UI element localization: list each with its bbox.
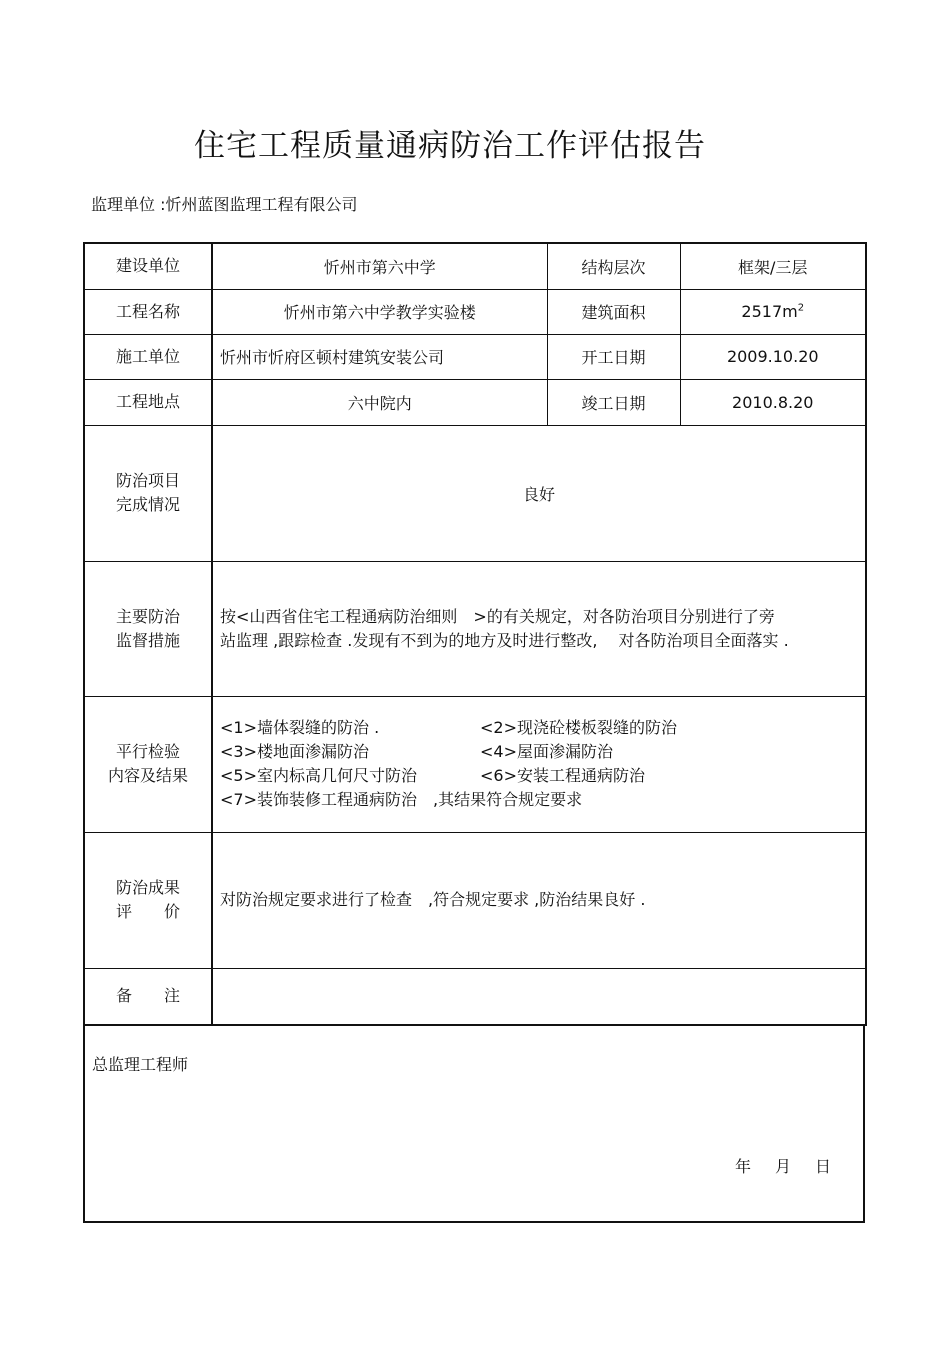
- evaluation-label-line-2: 评 价: [115, 902, 180, 921]
- year-label: 年: [735, 1157, 752, 1176]
- parallel-item-7: <7>装饰装修工程通病防治 ,其结果符合规定要求: [220, 790, 583, 809]
- parallel-item-3: <3>楼地面渗漏防治: [220, 742, 369, 761]
- construction-unit-value: 忻州市第六中学: [212, 243, 547, 289]
- remarks-value: [212, 968, 866, 1025]
- list-item: [220, 764, 861, 788]
- chief-engineer-label: 总监理工程师: [92, 1055, 189, 1074]
- area-number: 2517m: [741, 302, 798, 321]
- start-date-label: 开工日期: [547, 334, 680, 379]
- location-value: 六中院内: [212, 379, 547, 425]
- measures-label: [84, 561, 212, 696]
- measures-line-1: 按<山西省住宅工程通病防治细则 >的有关规定，对各防治项目分别进行了旁: [220, 606, 775, 626]
- date-line: [735, 1154, 831, 1177]
- completion-label-line-1: 防治项目: [115, 471, 180, 490]
- parallel-label-line-2: 内容及结果: [107, 766, 188, 785]
- remarks-label: 备 注: [84, 968, 212, 1025]
- parallel-item-4: <4>屋面渗漏防治: [480, 742, 613, 761]
- table-row: [84, 289, 866, 334]
- location-label: 工程地点: [84, 379, 212, 425]
- parallel-item-2: <2>现浇砼楼板裂缝的防治: [480, 718, 677, 737]
- evaluation-label: [84, 832, 212, 968]
- supervisor-unit: 监理单位 :忻州蓝图监理工程有限公司: [91, 195, 358, 214]
- list-item: [220, 740, 861, 764]
- evaluation-value: 对防治规定要求进行了检查 ,符合规定要求 ,防治结果良好 .: [212, 832, 866, 968]
- area-unit-superscript: 2: [797, 302, 805, 314]
- report-table: [83, 242, 867, 1026]
- table-row: [84, 832, 866, 968]
- table-row: [84, 334, 866, 379]
- parallel-item-1: <1>墙体裂缝的防治 .: [220, 718, 380, 737]
- parallel-item-6: <6>安装工程通病防治: [480, 766, 645, 785]
- structure-label: 结构层次: [547, 243, 680, 289]
- area-label: 建筑面积: [547, 289, 680, 334]
- report-title: 住宅工程质量通病防治工作评估报告: [194, 128, 706, 164]
- measures-label-line-1: 主要防治: [115, 606, 180, 626]
- parallel-item-5: <5>室内标高几何尺寸防治: [220, 766, 417, 785]
- month-label: 月: [775, 1157, 792, 1176]
- table-row: [84, 425, 866, 561]
- table-row: [84, 379, 866, 425]
- table-row: [84, 696, 866, 832]
- finish-date-value: 2010.8.20: [680, 379, 866, 425]
- completion-label: [84, 425, 212, 561]
- measures-line-2: 站监理 ,跟踪检查 .发现有不到为的地方及时进行整改, 对各防治项目全面落实 .: [220, 630, 789, 650]
- parallel-label-line-1: 平行检验: [115, 742, 180, 761]
- measures-label-line-2: 监督措施: [115, 630, 180, 650]
- builder-value: 忻州市忻府区顿村建筑安装公司: [212, 334, 547, 379]
- list-item: [220, 788, 861, 812]
- table-row: [84, 561, 866, 696]
- measures-text: [212, 561, 866, 696]
- parallel-text: [212, 696, 866, 832]
- area-value: [680, 289, 866, 334]
- table-row: [84, 968, 866, 1025]
- project-name-value: 忻州市第六中学教学实验楼: [212, 289, 547, 334]
- list-item: [220, 716, 861, 740]
- day-label: 日: [815, 1157, 832, 1176]
- builder-label: 施工单位: [84, 334, 212, 379]
- parallel-label: [84, 696, 212, 832]
- signature-block: [83, 1024, 865, 1223]
- structure-value: 框架/三层: [680, 243, 866, 289]
- completion-value: 良好: [212, 425, 866, 561]
- project-name-label: 工程名称: [84, 289, 212, 334]
- completion-label-line-2: 完成情况: [115, 495, 180, 514]
- table-row: [84, 243, 866, 289]
- start-date-value: 2009.10.20: [680, 334, 866, 379]
- construction-unit-label: 建设单位: [84, 243, 212, 289]
- evaluation-label-line-1: 防治成果: [115, 878, 180, 897]
- finish-date-label: 竣工日期: [547, 379, 680, 425]
